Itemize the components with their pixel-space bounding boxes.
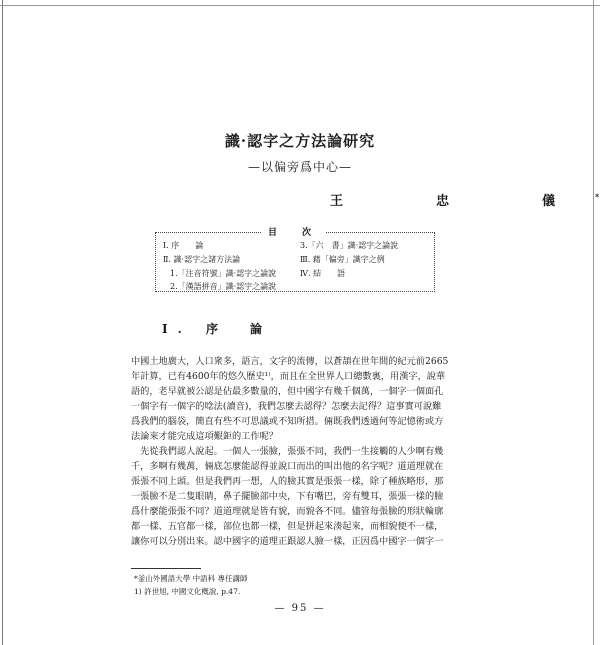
toc-item-intro: Ⅰ. 序 論 (163, 241, 204, 250)
toc-heading: 目 次 (262, 225, 325, 238)
page-edge-top (0, 5, 600, 6)
toc-item-conclusion: Ⅳ. 結 語 (300, 269, 346, 278)
body-text-line: 千，多啊有幾萬，倆底怎麼能認得並說口而出的叫出他的名字呢？道道理就在 (131, 461, 444, 472)
body-text-line: 法論來才能完成這項艱鉅的工作呢？ (131, 431, 278, 442)
body-text-line: 爲我們的腦袋，簡直有些不可思議或不知所措。倆既我們透過何等記憶術或方 (131, 416, 444, 427)
body-text-line: 中國土地廣大，人口衆多，語言，文字的流傳，以蒼頡在世年間的紀元前2665 (131, 356, 449, 367)
body-text-line: 張張不同上頭。但是我們再一想，人的臉其實是張張一樣，除了種族略形，那 (131, 476, 444, 487)
body-text-line: 一張臉不是二隻眼睛，鼻子擺臉部中央，下有嘴巴，旁有雙耳，張張一樣的臉 (131, 491, 444, 502)
body-text-line: 爲什麼能張張不同？道道理就是皆有貌，而貌各不同。儘管每張臉的形狀輪廓 (131, 506, 444, 517)
toc-item-zhuyin: 1.「注音符號」識·認字之論說 (170, 269, 277, 278)
body-text-line: 語的，老早就被公認是佔最多數量的，但中國字有幾千個萬，一個字一個面孔 (131, 386, 444, 397)
page-number: — 95 — (274, 603, 326, 614)
toc-item-methods: Ⅱ. 識·認字之諸方法論 (163, 255, 241, 264)
article-subtitle: —以偏旁爲中心— (247, 160, 352, 174)
body-text-line: 年計算，已有4600年的悠久歷史¹⁾，而且在全世界人口總數裏，用漢字，說華 (131, 371, 446, 382)
toc-item-liushu: 3.「六 書」識·認字之論說 (300, 241, 399, 250)
page-edge-right (593, 0, 594, 645)
page-edge-left (2, 0, 3, 645)
body-text-line: 讓你可以分別出來。認中國字的道理正跟認人臉一樣，正因爲中國字一個字一 (131, 536, 444, 547)
toc-item-radical-examples: Ⅲ. 藉「偏旁」識字之例 (300, 255, 385, 264)
toc-item-pinyin: 2.「漢語拼音」識·認字之論說 (170, 282, 277, 291)
body-text-line: 都一樣、五官都一樣，部位也都一樣，但是拼起來湊起來，而相貌便不一樣， (131, 521, 444, 532)
author-name-text: 王 忠 儀 (330, 194, 596, 209)
body-text-line: 一個字有一個字的唸法(讀音)，我們怎麼去認得？怎麼去記得？這事實可說難 (131, 401, 442, 412)
author-name (330, 190, 599, 209)
body-text-line: 先從我們認人說起。一個人一張臉，張張不同，我們一生接觸的人少啊有幾 (131, 446, 444, 457)
article-title: 識·認字之方法論研究 (224, 132, 376, 150)
author-footnote-mark: * (595, 191, 600, 202)
footnote-divider (131, 568, 201, 569)
footnote-reference: 1) 許世旭, 中國文化槪說, p.47. (134, 587, 241, 596)
section-heading: Ⅰ. 序 論 (162, 322, 272, 336)
footnote-affiliation: *釜山外國語大學 中語科 專任講師 (134, 574, 248, 583)
